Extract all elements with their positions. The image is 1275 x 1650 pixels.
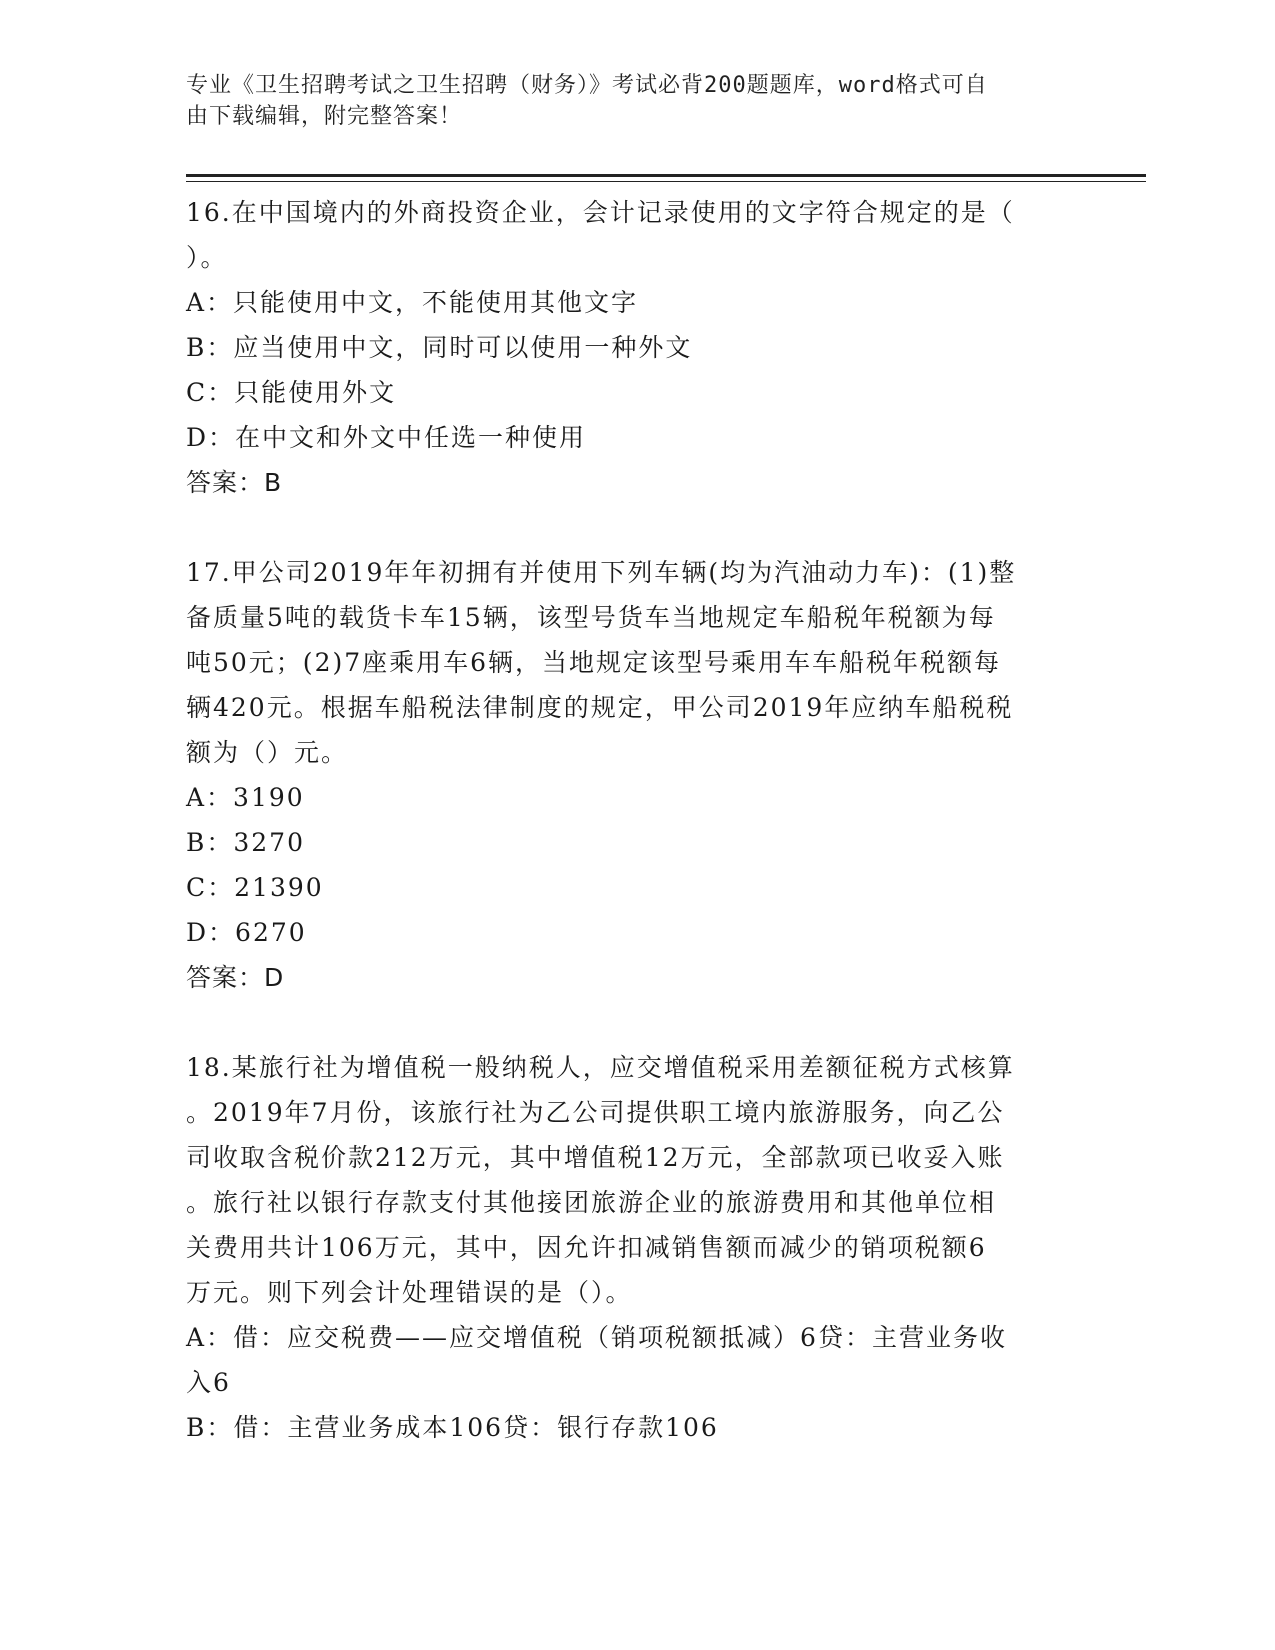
option-a-continued: 入6	[186, 1368, 231, 1397]
question-stem-line: 万元。则下列会计处理错误的是（）。	[186, 1278, 633, 1307]
option-b: B：3270	[186, 828, 305, 857]
question-18	[186, 1045, 1066, 1450]
question-spacer	[186, 1000, 1066, 1045]
question-stem-line: 。旅行社以银行存款支付其他接团旅游企业的旅游费用和其他单位相	[186, 1188, 997, 1217]
option-b: B：借：主营业务成本106贷：银行存款106	[186, 1413, 719, 1442]
header-divider-thick	[186, 174, 1146, 177]
question-spacer	[186, 505, 1066, 550]
question-stem-line: 关费用共计106万元，其中，因允许扣减销售额而减少的销项税额6	[186, 1233, 987, 1262]
question-stem-line: 额为（）元。	[186, 738, 349, 767]
option-b: B：应当使用中文，同时可以使用一种外文	[186, 333, 693, 362]
question-stem-line: 17.甲公司2019年年初拥有并使用下列车辆(均为汽油动力车)：(1)整	[186, 558, 1017, 587]
header-line-1: 专业《卫生招聘考试之卫生招聘（财务）》考试必背200题题库，word格式可自	[186, 73, 988, 98]
question-stem-line: 辆420元。根据车船税法律制度的规定，甲公司2019年应纳车船税税	[186, 693, 1014, 722]
question-stem-line: 备质量5吨的载货卡车15辆，该型号货车当地规定车船税年税额为每	[186, 603, 996, 632]
option-d: D：6270	[186, 918, 307, 947]
question-16	[186, 190, 1066, 505]
answer-text: 答案：D	[186, 963, 285, 992]
question-stem-line: 18.某旅行社为增值税一般纳税人，应交增值税采用差额征税方式核算	[186, 1053, 1015, 1082]
document-header	[186, 70, 1086, 132]
question-stem-line: 司收取含税价款212万元，其中增值税12万元，全部款项已收妥入账	[186, 1143, 1005, 1172]
option-a: A：只能使用中文，不能使用其他文字	[186, 288, 639, 317]
option-a: A：3190	[186, 783, 305, 812]
question-list	[186, 190, 1066, 1450]
option-c: C：21390	[186, 873, 324, 902]
question-stem-line: 。2019年7月份，该旅行社为乙公司提供职工境内旅游服务，向乙公	[186, 1098, 1005, 1127]
question-stem-line: 吨50元；(2)7座乘用车6辆，当地规定该型号乘用车车船税年税额每	[186, 648, 1002, 677]
option-c: C：只能使用外文	[186, 378, 397, 407]
option-d: D：在中文和外文中任选一种使用	[186, 423, 587, 452]
header-divider-thin	[186, 181, 1146, 182]
question-stem-line: ）。	[186, 243, 228, 272]
option-a: A：借：应交税费——应交增值税（销项税额抵减）6贷：主营业务收	[186, 1323, 1007, 1352]
question-17	[186, 550, 1066, 1000]
question-stem-line: 16.在中国境内的外商投资企业，会计记录使用的文字符合规定的是（	[186, 198, 1015, 227]
header-line-2: 由下载编辑，附完整答案！	[186, 104, 463, 129]
answer-text: 答案：B	[186, 468, 283, 497]
